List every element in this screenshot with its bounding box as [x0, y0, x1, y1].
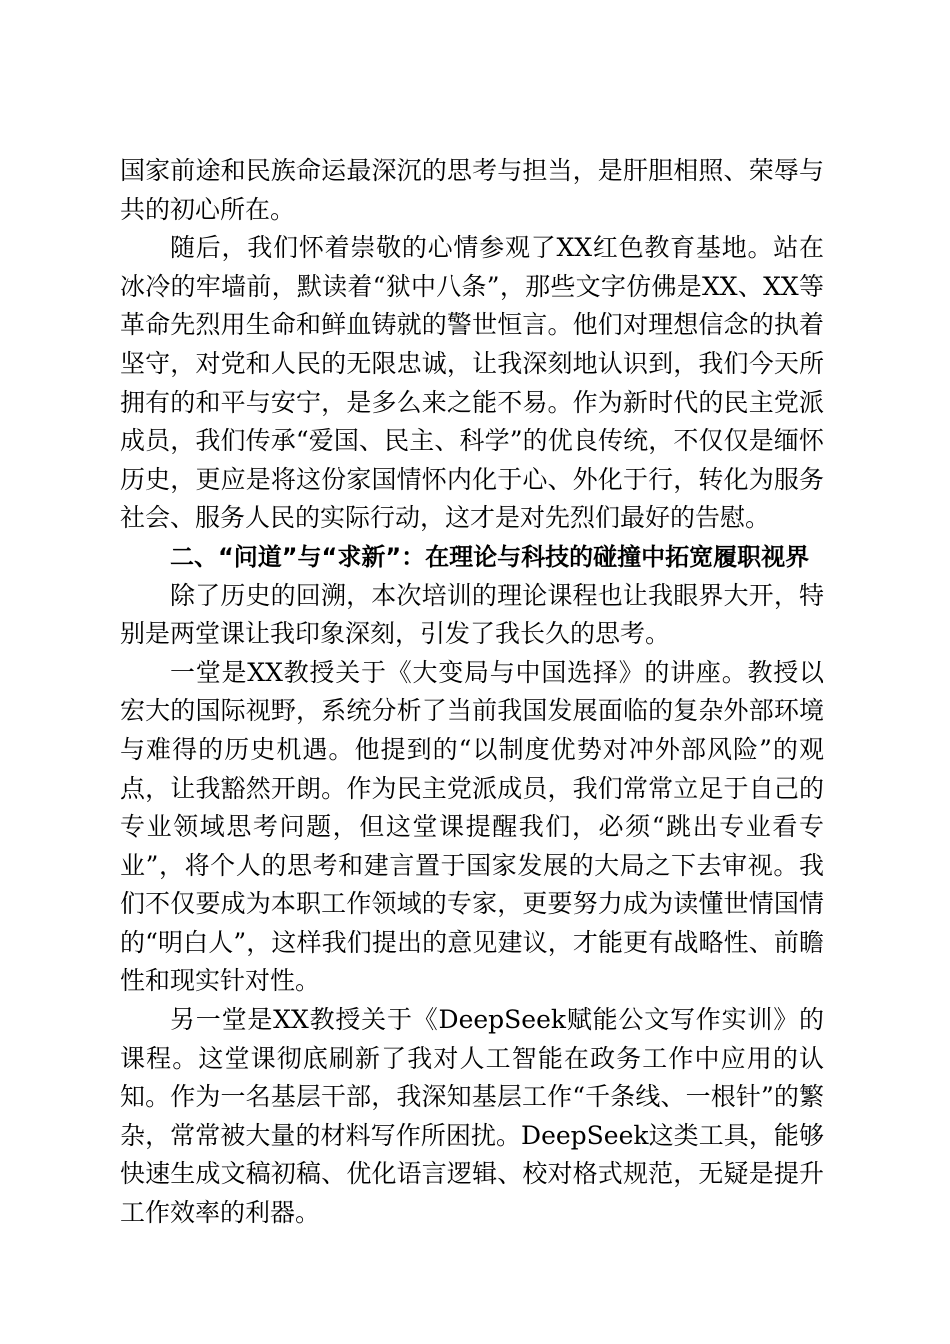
paragraph-continuation: 国家前途和民族命运最深沉的思考与担当，是肝胆相照、荣辱与共的初心所在。	[120, 156, 824, 224]
document-body	[120, 152, 824, 1233]
section-heading-2: 二、“问道”与“求新”：在理论与科技的碰撞中拓宽履职视界	[170, 542, 810, 571]
paragraph-theory-intro: 除了历史的回溯，本次培训的理论课程也让我眼界大开，特别是两堂课让我印象深刻，引发了我长久的思考。	[120, 580, 824, 649]
paragraph-lecture-one: 一堂是XX教授关于《大变局与中国选择》的讲座。教授以宏大的国际视野，系统分析了当前我国发展面临的复杂外部环境与难得的历史机遇。他提到的“以制度优势对冲外部风险”的观点，让我豁然开朗。作为民主党派成员，我们常常立足于自己的专业领域思考问题，但这堂课提醒我们，必须“跳出专业看专业”，将个人的思考和建言置于国家发展的大局之下去审视。我们不仅要成为本职工作领域的专家，更要努力成为读懂世情国情的“明白人”，这样我们提出的意见建议，才能更有战略性、前瞻性和现实针对性。	[120, 657, 824, 996]
paragraph-red-base-visit: 随后，我们怀着崇敬的心情参观了XX红色教育基地。站在冰冷的牢墙前，默读着“狱中八条”，那些文字仿佛是XX、XX等革命先烈用生命和鲜血铸就的警世恒言。他们对理想信念的执着坚守，对党和人民的无限忠诚，让我深刻地认识到，我们今天所拥有的和平与安宁，是多么来之能不易。作为新时代的民主党派成员，我们传承“爱国、民主、科学”的优良传统，不仅仅是缅怀历史，更应是将这份家国情怀内化于心、外化于行，转化为服务社会、服务人民的实际行动，这才是对先烈们最好的告慰。	[120, 233, 824, 533]
paragraph-lecture-two: 另一堂是XX教授关于《DeepSeek赋能公文写作实训》的课程。这堂课彻底刷新了我对人工智能在政务工作中应用的认知。作为一名基层干部，我深知基层工作“千条线、一根针”的繁杂，常常被大量的材料写作所困扰。DeepSeek这类工具，能够快速生成文稿初稿、优化语言逻辑、校对格式规范，无疑是提升工作效率的利器。	[120, 1005, 824, 1228]
